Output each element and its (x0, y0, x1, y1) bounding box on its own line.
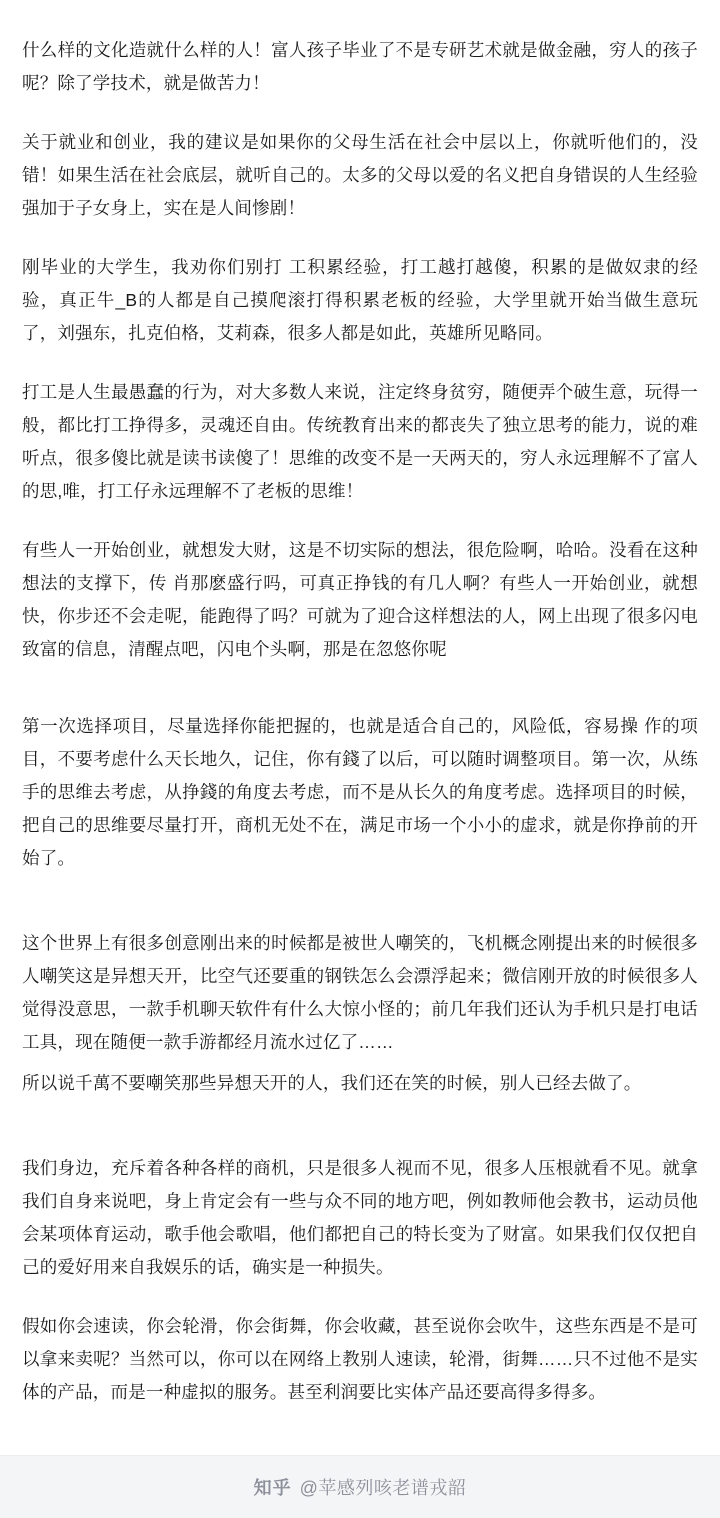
paragraph: 第一次选择项目，尽量选择你能把握的，也就是适合自己的，风险低，容易操 作的项目，不要考虑什么天长地久，记住，你有錢了以后，可以随时调整项目。第一次，从练手的思维去考虑，从挣錢的角度去考虑，而不是从长久的角度考虑。选择项目的时候，把自己的思维要尽量打开，商机无处不在，满足市场一个小小的虚求，就是你挣前的开始了。 (22, 716, 698, 868)
paragraph: 假如你会速读，你会轮滑，你会街舞，你会收藏，甚至说你会吹牛，这些东西是不是可以拿来卖呢？当然可以，你可以在网络上教别人速读，轮滑，街舞……只不过他不是实体的产品，而是一种虚拟的服务。甚至利润要比实体产品还要高得多得多。 (22, 1316, 698, 1402)
zhihu-logo: 知乎 (253, 1478, 292, 1498)
watermark-footer (0, 1455, 720, 1518)
author-handle: @苹感列咳老谱戎韶 (299, 1478, 467, 1498)
paragraph: 所以说千萬不要嘲笑那些异想天开的人，我们还在笑的时候，别人已经去做了。 (22, 1073, 642, 1093)
paragraph: 什么样的文化造就什么样的人！富人孩子毕业了不是专研艺术就是做金融，穷人的孩子呢？除了学技术，就是做苦力！ (22, 40, 698, 93)
paragraph: 关于就业和创业，我的建议是如果你的父母生活在社会中层以上，你就听他们的，没错！如果生活在社会底层，就听自己的。太多的父母以爱的名义把自身错误的人生经验强加于子女身上，实在是人间惨剧！ (22, 132, 698, 218)
paragraph: 这个世界上有很多创意刚出来的时候都是被世人嘲笑的，飞机概念刚提出来的时候很多人嘲笑这是异想天开，比空气还要重的钢铁怎么会漂浮起来；微信刚开放的时候很多人觉得没意思，一款手机聊天软件有什么大惊小怪的；前几年我们还认为手机只是打电话工具，现在随便一款手游都经月流水过亿了…… (22, 933, 698, 1052)
paragraph: 刚毕业的大学生，我劝你们别打 工积累经验，打工越打越傻，积累的是做奴隶的经验，真正牛_B的人都是自己摸爬滚打得积累老板的经验，大学里就开始当做生意玩了，刘强东，扎克伯格，艾莉森，很多人都是如此，英雄所见略同。 (22, 257, 698, 343)
paragraph: 打工是人生最愚蠢的行为，对大多数人来说，注定终身贫穷，随便弄个破生意，玩得一般，都比打工挣得多，灵魂还自由。传统教育出来的都丧失了独立思考的能力，说的难听点，很多傻比就是读书读傻了！思维的改变不是一天两天的，穷人永远理解不了富人的思,唯，打工仔永远理解不了老板的思维！ (22, 382, 698, 501)
paragraph: 有些人一开始创业，就想发大财，这是不切实际的想法，很危险啊，哈哈。没看在这种想法的支撑下，传 肖那麽盛行吗，可真正挣钱的有几人啊？有些人一开始创业，就想快，你步还不会走呢，能跑得了吗？可就为了迎合这样想法的人，网上出现了很多闪电致富的信息，清醒点吧，闪电个头啊，那是在忽悠你呢 (22, 540, 698, 659)
watermark-content (254, 1474, 467, 1500)
paragraph: 我们身边，充斥着各种各样的商机，只是很多人视而不见，很多人压根就看不见。就拿我们自身来说吧，身上肯定会有一些与众不同的地方吧，例如教师他会教书，运动员他会某项体育运动，歌手他会歌唱，他们都把自己的特长变为了财富。如果我们仅仅把自己的爱好用来自我娱乐的话，确实是一种损失。 (22, 1158, 698, 1277)
